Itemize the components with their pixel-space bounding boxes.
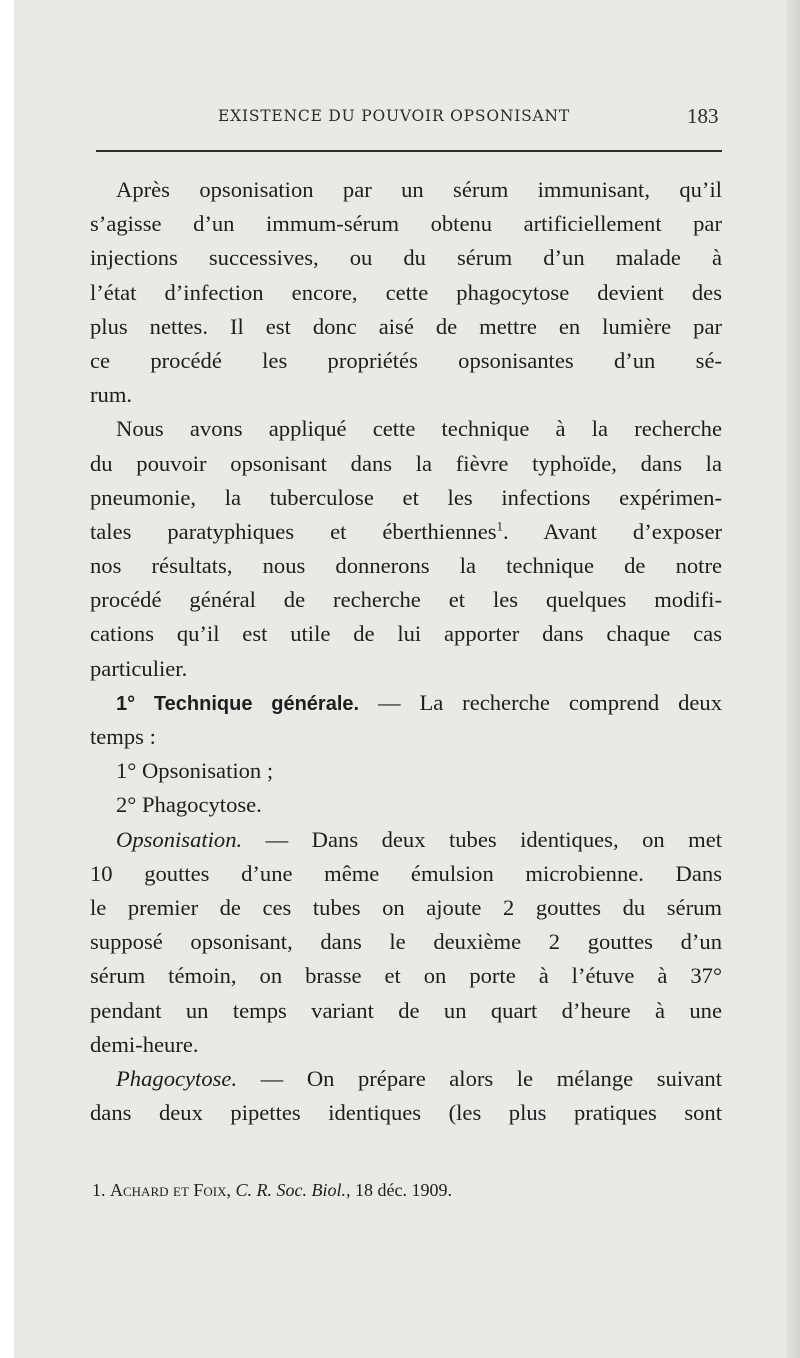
footnote-journal: C. R. Soc. Biol., <box>235 1180 351 1200</box>
text-line: procédé général de recherche et les quelques modifi- <box>90 587 722 613</box>
step-item: 2° Phagocytose. <box>116 792 262 818</box>
text-line-with-footnote-ref <box>90 515 722 549</box>
run-in-heading: Phagocytose. <box>116 1065 238 1091</box>
text-line: Après opsonisation par un sérum immunisant, qu’il <box>116 177 722 202</box>
running-title: EXISTENCE DU POUVOIR OPSONISANT <box>218 107 571 125</box>
text-segment: tales paratyphiques et éberthiennes <box>90 518 497 544</box>
page-number: 183 <box>687 104 719 128</box>
section-heading: 1° Technique générale. <box>116 692 360 715</box>
text-line: nos résultats, nous donnerons la technique de notre <box>90 553 722 579</box>
text-segment: — Dans deux tubes identiques, on met <box>242 826 722 852</box>
text-line: le premier de ces tubes on ajoute 2 gouttes du sérum <box>90 894 722 920</box>
text-line: injections successives, ou du sérum d’un malade à <box>90 245 722 271</box>
page-edge-shadow <box>786 0 800 1358</box>
text-segment: . Avant d’exposer <box>503 518 722 544</box>
footnote-authors: Achard et Foix, <box>110 1180 232 1200</box>
section-heading-line <box>90 686 722 720</box>
text-line <box>90 1062 722 1096</box>
text-line: cations qu’il est utile de lui apporter dans chaque cas <box>90 621 722 647</box>
text-segment: — On prépare alors le mélange suivant <box>237 1065 722 1091</box>
text-line: l’état d’infection encore, cette phagocytose devient des <box>90 279 722 305</box>
text-line: s’agisse d’un immum-sérum obtenu artificiellement par <box>90 211 722 237</box>
text-line: supposé opsonisant, dans le deuxième 2 gouttes d’un <box>90 929 722 955</box>
text-line: sérum témoin, on brasse et on porte à l’étuve à 37° <box>90 963 722 989</box>
text-line: pendant un temps variant de un quart d’heure à une <box>90 997 722 1023</box>
text-segment: — La recherche comprend deux <box>359 689 722 715</box>
text-line: 10 gouttes d’une même émulsion microbienne. Dans <box>90 860 722 886</box>
text-line: demi-heure. <box>90 1031 199 1057</box>
header-rule <box>96 150 722 152</box>
text-line: du pouvoir opsonisant dans la fièvre typhoïde, dans la <box>90 450 722 476</box>
text-line <box>90 823 722 857</box>
footnote <box>92 1180 452 1201</box>
text-line: plus nettes. Il est donc aisé de mettre en lumière par <box>90 313 722 339</box>
step-item: 1° Opsonisation ; <box>116 758 274 784</box>
text-line: particulier. <box>90 655 188 681</box>
footnote-date: 18 déc. 1909. <box>355 1180 452 1200</box>
text-line: pneumonie, la tuberculose et les infections expérimen- <box>90 484 722 510</box>
text-line: dans deux pipettes identiques (les plus pratiques sont <box>90 1100 722 1126</box>
footnote-number: 1. <box>92 1180 106 1200</box>
text-line: rum. <box>90 382 133 408</box>
run-in-heading: Opsonisation. <box>116 826 243 852</box>
text-line: ce procédé les propriétés opsonisantes d’un sé- <box>90 347 722 373</box>
body-text <box>90 173 722 1130</box>
footnote-reference: 1 <box>496 518 504 534</box>
text-line: Nous avons appliqué cette technique à la recherche <box>116 416 722 442</box>
text-line: temps : <box>90 724 156 749</box>
book-page <box>14 0 800 1358</box>
